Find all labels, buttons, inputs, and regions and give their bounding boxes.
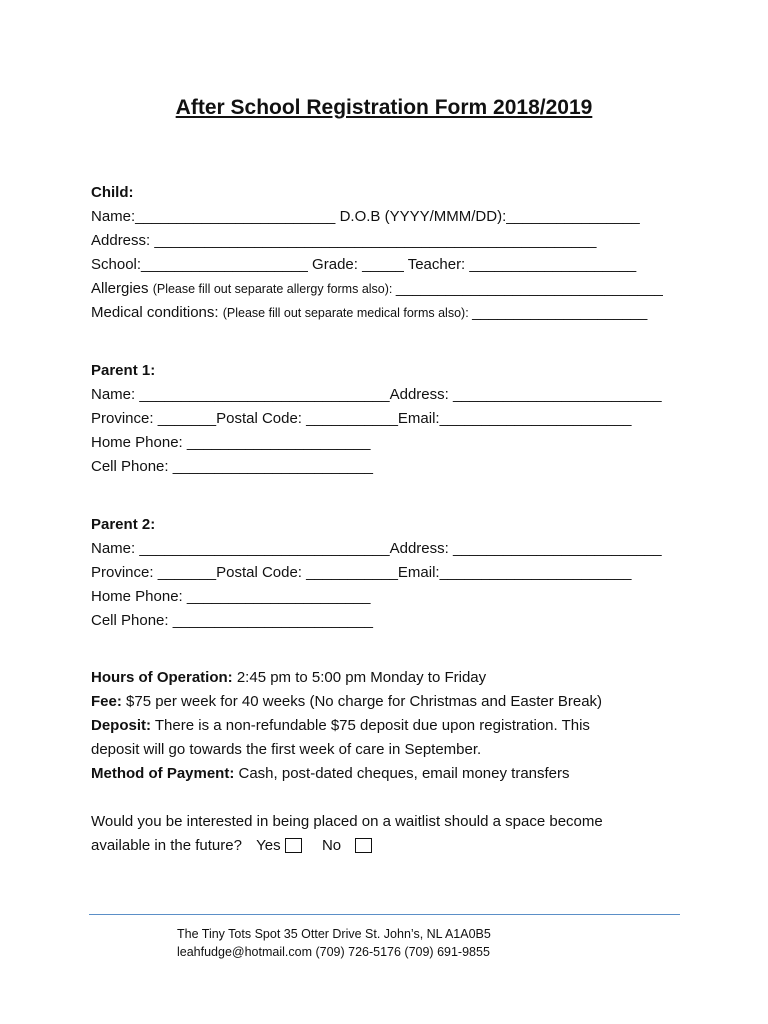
allergies-label: Allergies	[91, 280, 153, 297]
footer-contact: leahfudge@hotmail.com (709) 726-5176 (709) 691-9855	[177, 945, 490, 959]
child-medical-row	[91, 303, 691, 323]
waitlist-question-continued: available in the future?	[91, 837, 242, 854]
no-checkbox[interactable]	[355, 838, 372, 853]
child-name-field[interactable]: Name:________________________	[91, 208, 336, 225]
footer-address: The Tiny Tots Spot 35 Otter Drive St. John’s, NL A1A0B5	[177, 927, 491, 941]
hours-text: 2:45 pm to 5:00 pm Monday to Friday	[232, 669, 487, 686]
deposit-label: Deposit:	[91, 717, 151, 734]
parent1-name-address-field[interactable]: Name: ______________________________Address: _________________________	[91, 386, 662, 403]
no-label: No	[321, 837, 342, 854]
deposit-row	[91, 716, 691, 736]
child-grade-field[interactable]: Grade: _____	[307, 256, 404, 273]
payment-label: Method of Payment:	[91, 765, 235, 782]
payment-text: Cash, post-dated cheques, email money transfers	[234, 765, 570, 782]
parent1-cell-phone-field[interactable]: Cell Phone: ________________________	[91, 458, 373, 475]
yes-checkbox[interactable]	[285, 838, 302, 853]
form-title: After School Registration Form 2018/2019	[175, 96, 593, 119]
deposit-text: There is a non-refundable $75 deposit due upon registration. This	[151, 717, 590, 734]
deposit-text-continued: deposit will go towards the first week of care in September.	[91, 741, 482, 758]
yes-label: Yes	[256, 837, 281, 854]
medical-note: (Please fill out separate medical forms also):	[222, 306, 473, 320]
child-dob-field[interactable]: D.O.B (YYYY/MMM/DD):________________	[335, 208, 640, 225]
hours-row	[91, 668, 691, 688]
parent2-home-phone-field[interactable]: Home Phone: ______________________	[91, 588, 371, 605]
child-school-field[interactable]: School:____________________	[91, 256, 308, 273]
payment-row	[91, 764, 691, 784]
allergies-note: (Please fill out separate allergy forms also):	[152, 282, 396, 296]
fee-text: $75 per week for 40 weeks (No charge for Christmas and Easter Break)	[121, 693, 603, 710]
child-address-field[interactable]: Address: _____________________________________________________	[91, 232, 597, 249]
fee-label: Fee:	[91, 693, 122, 710]
footer-divider	[89, 914, 680, 915]
parent2-cell-phone-field[interactable]: Cell Phone: ________________________	[91, 612, 373, 629]
parent1-province-postal-email-field[interactable]: Province: _______Postal Code: ___________Email:_______________________	[91, 410, 632, 427]
parent2-heading: Parent 2:	[91, 516, 156, 533]
allergies-field[interactable]: ________________________________	[395, 280, 663, 297]
waitlist-answer-row	[91, 836, 691, 856]
child-allergies-row	[91, 279, 691, 299]
fee-row	[91, 692, 691, 712]
waitlist-question: Would you be interested in being placed on a waitlist should a space become	[91, 813, 603, 830]
parent1-home-phone-field[interactable]: Home Phone: ______________________	[91, 434, 371, 451]
hours-label: Hours of Operation:	[91, 669, 233, 686]
child-heading: Child:	[91, 184, 134, 201]
medical-label: Medical conditions:	[91, 304, 223, 321]
child-name-dob-row	[91, 207, 691, 227]
child-teacher-field[interactable]: Teacher: ____________________	[403, 256, 637, 273]
parent1-heading: Parent 1:	[91, 362, 156, 379]
child-school-row	[91, 255, 691, 275]
parent2-name-address-field[interactable]: Name: ______________________________Address: _________________________	[91, 540, 662, 557]
parent2-province-postal-email-field[interactable]: Province: _______Postal Code: ___________Email:_______________________	[91, 564, 632, 581]
medical-field[interactable]: _____________________	[472, 304, 648, 321]
